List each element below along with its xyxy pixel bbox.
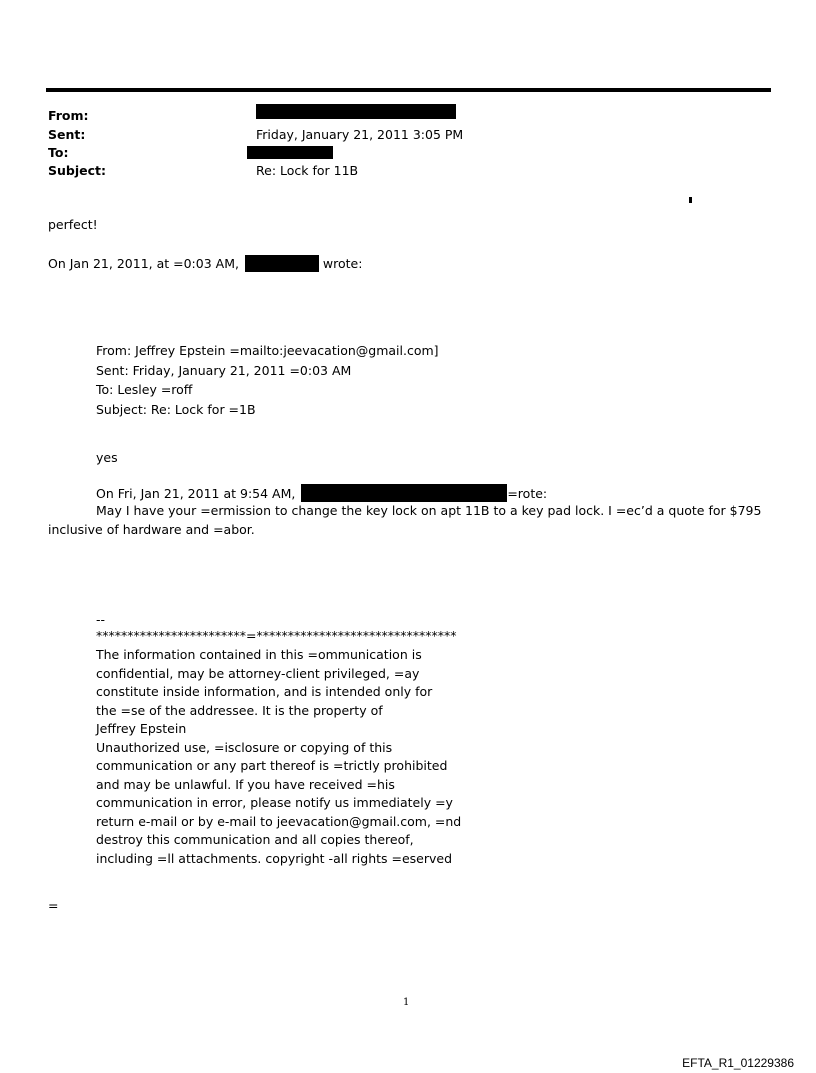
sent-value: Friday, January 21, 2011 3:05 PM	[256, 127, 464, 142]
to-label: To:	[48, 145, 69, 160]
signature-dashes: --	[96, 612, 106, 627]
request-line-1: May I have your =ermission to change the key lock on apt 11B to a key pad lock. I =ec’d a quote for $795	[96, 503, 762, 518]
redaction-sender	[245, 255, 319, 272]
disclaimer-line: the =se of the addressee. It is the property of	[96, 702, 383, 718]
subject-value: Re: Lock for 11B	[256, 163, 359, 178]
redaction-to	[247, 146, 333, 159]
header-rule	[46, 88, 771, 92]
disclaimer-line: Unauthorized use, =isclosure or copying of this	[96, 739, 393, 755]
document-id: EFTA_R1_01229386	[682, 1056, 794, 1070]
yes-text: yes	[96, 450, 118, 465]
disclaimer-line: confidential, may be attorney-client privileged, =ay	[96, 665, 420, 681]
request-line-2: inclusive of hardware and =abor.	[48, 522, 255, 537]
disclaimer-line: destroy this communication and all copies thereof,	[96, 832, 414, 847]
signature-stars: ************************=********************************	[96, 628, 457, 643]
redaction-requester	[301, 484, 507, 502]
from-label: From:	[48, 108, 89, 123]
on-fri-line	[96, 484, 547, 502]
subject-label: Subject:	[48, 163, 106, 178]
sent-label: Sent:	[48, 127, 86, 142]
fwd-subject: Subject: Re: Lock for =1B	[96, 401, 256, 417]
fwd-from: From: Jeffrey Epstein =mailto:jeevacation@gmail.com]	[96, 343, 439, 358]
quote-intro-suffix: wrote:	[322, 256, 363, 271]
disclaimer-line: constitute inside information, and is intended only for	[96, 684, 433, 699]
on-fri-suffix: =rote:	[507, 486, 548, 501]
disclaimer-line: and may be unlawful. If you have received =his	[96, 776, 395, 792]
fwd-to: To: Lesley =roff	[96, 382, 193, 397]
on-fri-prefix: On Fri, Jan 21, 2011 at 9:54 AM,	[96, 486, 296, 501]
redaction-from	[256, 104, 456, 119]
fwd-sent: Sent: Friday, January 21, 2011 =0:03 AM	[96, 362, 352, 378]
quote-intro-prefix: On Jan 21, 2011, at =0:03 AM,	[48, 256, 239, 271]
disclaimer	[96, 646, 461, 868]
disclaimer-line: The information contained in this =ommunication is	[96, 647, 422, 662]
trailing-equals: =	[48, 898, 59, 913]
disclaimer-line: communication or any part thereof is =trictly prohibited	[96, 758, 448, 773]
forwarded-header	[96, 341, 439, 419]
disclaimer-line: including =ll attachments. copyright -all rights =eserved	[96, 850, 453, 866]
reply-text: perfect!	[48, 217, 98, 232]
page-number: 1	[403, 997, 410, 1008]
disclaimer-line: communication in error, please notify us immediately =y	[96, 795, 453, 810]
disclaimer-line: Jeffrey Epstein	[96, 721, 187, 736]
quote-intro-line	[48, 255, 362, 272]
stray-mark	[689, 197, 692, 203]
disclaimer-line: return e-mail or by e-mail to jeevacation@gmail.com, =nd	[96, 813, 462, 829]
